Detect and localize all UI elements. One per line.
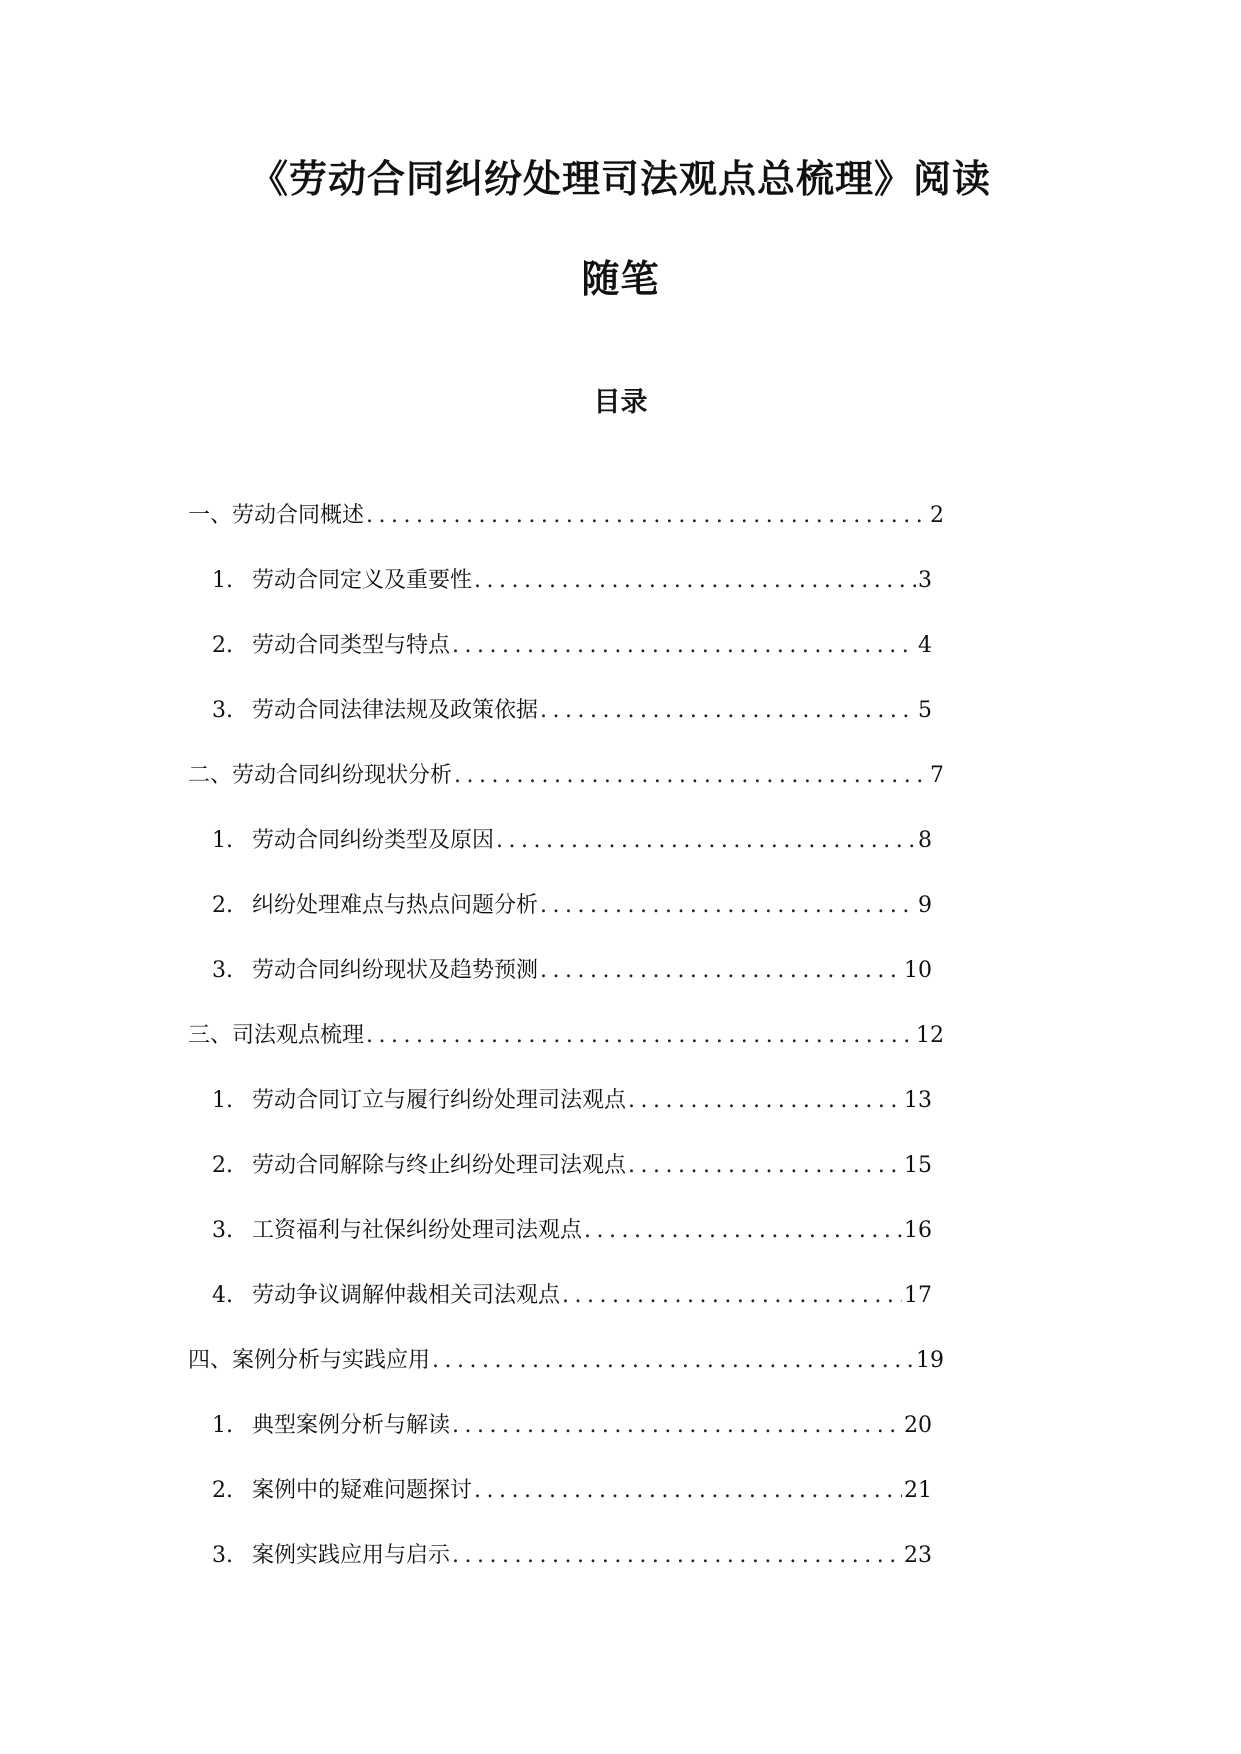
toc-entry[interactable] xyxy=(0,548,932,613)
toc-entry-page-number: 20 xyxy=(904,1412,932,1438)
toc-dot-leader xyxy=(364,501,928,531)
toc-entry-label: 劳动合同法律法规及政策依据 xyxy=(252,697,539,723)
toc-entry-label: 四、案例分析与实践应用 xyxy=(188,1347,431,1373)
toc-entry-page-number: 19 xyxy=(916,1347,944,1373)
toc-entry-number: 3. xyxy=(212,697,233,723)
toc-dot-leader xyxy=(450,1541,902,1571)
toc-dot-leader xyxy=(626,1151,902,1181)
toc-entry[interactable] xyxy=(0,1523,932,1588)
toc-entry-page-number: 13 xyxy=(904,1087,932,1113)
toc-entry-number: 1. xyxy=(212,827,233,853)
toc-dot-leader xyxy=(538,696,916,726)
toc-entry[interactable] xyxy=(0,1068,932,1133)
toc-entry-label: 劳动合同纠纷现状及趋势预测 xyxy=(252,957,539,983)
document-title-line1: 《劳动合同纠纷处理司法观点总梳理》阅读 xyxy=(249,157,991,201)
toc-dot-leader xyxy=(472,1476,902,1506)
toc-entry[interactable] xyxy=(0,1263,932,1328)
toc-entry-number: 1. xyxy=(212,1087,233,1113)
toc-entry-label: 劳动合同类型与特点 xyxy=(252,632,451,658)
toc-entry[interactable] xyxy=(0,873,932,938)
toc-dot-leader xyxy=(450,1411,902,1441)
toc-entry-page-number: 9 xyxy=(918,892,932,918)
toc-entry-page-number: 16 xyxy=(904,1217,932,1243)
toc-heading: 目录 xyxy=(593,387,648,418)
toc-dot-leader xyxy=(582,1216,902,1246)
toc-entry-label: 三、司法观点梳理 xyxy=(188,1022,365,1048)
toc-entry[interactable] xyxy=(0,613,932,678)
toc-entry[interactable] xyxy=(0,1393,932,1458)
toc-entry-page-number: 3 xyxy=(918,567,932,593)
toc-entry-page-number: 4 xyxy=(918,632,932,658)
toc-entry-page-number: 5 xyxy=(918,697,932,723)
toc-entry[interactable] xyxy=(0,743,944,808)
toc-entry-page-number: 10 xyxy=(904,957,932,983)
toc-dot-leader xyxy=(538,891,916,921)
toc-entry-page-number: 17 xyxy=(904,1282,932,1308)
toc-entry[interactable] xyxy=(0,938,932,1003)
toc-entry-page-number: 12 xyxy=(916,1022,944,1048)
toc-entry-label: 纠纷处理难点与热点问题分析 xyxy=(252,892,539,918)
toc-entry-page-number: 8 xyxy=(918,827,932,853)
toc-entry-label: 一、劳动合同概述 xyxy=(188,502,365,528)
toc-entry[interactable] xyxy=(0,483,944,548)
toc-entry-number: 1. xyxy=(212,567,233,593)
toc-entry[interactable] xyxy=(0,1133,932,1198)
toc-entry[interactable] xyxy=(0,1458,932,1523)
toc-entry-label: 工资福利与社保纠纷处理司法观点 xyxy=(252,1217,583,1243)
toc-entry-label: 劳动合同纠纷类型及原因 xyxy=(252,827,495,853)
toc-entry[interactable] xyxy=(0,1003,944,1068)
toc-entry-page-number: 2 xyxy=(930,502,944,528)
toc-dot-leader xyxy=(494,826,916,856)
toc-entry-label: 劳动合同解除与终止纠纷处理司法观点 xyxy=(252,1152,627,1178)
toc-entry-number: 4. xyxy=(212,1282,233,1308)
toc-dot-leader xyxy=(472,566,916,596)
toc-entry[interactable] xyxy=(0,1198,932,1263)
toc-dot-leader xyxy=(430,1346,914,1376)
toc-entry[interactable] xyxy=(0,678,932,743)
toc-dot-leader xyxy=(560,1281,902,1311)
toc-entry-number: 3. xyxy=(212,1217,233,1243)
toc-entry-page-number: 15 xyxy=(904,1152,932,1178)
toc-dot-leader xyxy=(450,631,916,661)
toc-entry[interactable] xyxy=(0,1328,944,1393)
toc-entry-number: 2. xyxy=(212,1477,233,1503)
toc-entry-label: 典型案例分析与解读 xyxy=(252,1412,451,1438)
toc-entry-label: 二、劳动合同纠纷现状分析 xyxy=(188,762,453,788)
document-title-line2: 随笔 xyxy=(581,257,660,301)
toc-dot-leader xyxy=(626,1086,902,1116)
toc-entry-label: 案例实践应用与启示 xyxy=(252,1542,451,1568)
toc-entry[interactable] xyxy=(0,808,932,873)
toc-entry-label: 劳动合同订立与履行纠纷处理司法观点 xyxy=(252,1087,627,1113)
toc-entry-number: 1. xyxy=(212,1412,233,1438)
toc-entry-page-number: 23 xyxy=(904,1542,932,1568)
table-of-contents xyxy=(0,483,1241,1588)
toc-entry-label: 劳动合同定义及重要性 xyxy=(252,567,473,593)
toc-dot-leader xyxy=(538,956,902,986)
toc-entry-page-number: 21 xyxy=(904,1477,932,1503)
toc-entry-number: 2. xyxy=(212,632,233,658)
toc-entry-label: 劳动争议调解仲裁相关司法观点 xyxy=(252,1282,561,1308)
toc-entry-number: 3. xyxy=(212,957,233,983)
toc-dot-leader xyxy=(364,1021,914,1051)
toc-entry-page-number: 7 xyxy=(930,762,944,788)
toc-dot-leader xyxy=(452,761,928,791)
toc-entry-number: 2. xyxy=(212,892,233,918)
toc-entry-number: 2. xyxy=(212,1152,233,1178)
toc-entry-number: 3. xyxy=(212,1542,233,1568)
toc-entry-label: 案例中的疑难问题探讨 xyxy=(252,1477,473,1503)
